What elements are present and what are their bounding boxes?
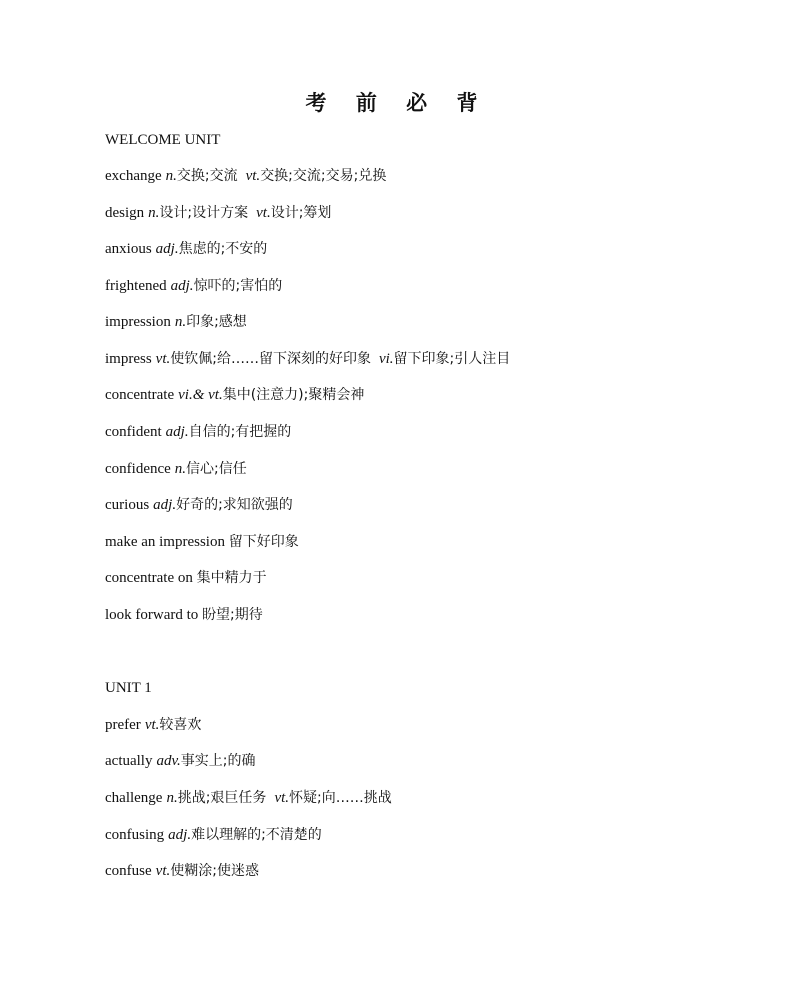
entry-definition: 集中(注意力);聚精会神 xyxy=(222,387,365,403)
vocab-entry-impression xyxy=(105,311,247,333)
entry-definition-2: 设计;筹划 xyxy=(270,205,332,221)
entry-pos-2: vt. xyxy=(256,205,271,221)
entry-definition: 惊吓的;害怕的 xyxy=(193,278,283,294)
vocab-entry-concentrate-on xyxy=(105,567,267,589)
entry-word: frightened xyxy=(105,278,167,294)
section-heading-unit-1: UNIT 1 xyxy=(105,680,152,696)
vocab-entry-challenge xyxy=(105,787,392,809)
vocab-entry-curious xyxy=(105,494,293,516)
vocab-entry-anxious xyxy=(105,238,267,260)
entry-pos: adj. xyxy=(165,424,189,440)
entry-word: prefer xyxy=(105,717,141,733)
entry-pos: adv. xyxy=(156,753,181,769)
entry-definition: 设计;设计方案 xyxy=(159,205,249,221)
entry-pos: adj. xyxy=(155,241,179,257)
entry-pos-2: vi. xyxy=(378,351,394,367)
entry-pos: n. xyxy=(165,168,177,184)
entry-word: actually xyxy=(105,753,153,769)
entry-definition: 挑战;艰巨任务 xyxy=(177,790,267,806)
entry-definition: 较喜欢 xyxy=(159,717,202,733)
entry-definition-2: 怀疑;向……挑战 xyxy=(289,790,392,806)
vocab-entry-confident xyxy=(105,421,291,443)
entry-word: look forward to xyxy=(105,607,199,623)
entry-definition: 集中精力于 xyxy=(196,570,267,586)
entry-pos: vt. xyxy=(144,717,160,733)
vocab-entry-confusing xyxy=(105,824,322,846)
vocab-entry-exchange xyxy=(105,165,386,187)
entry-pos: n. xyxy=(166,790,178,806)
entry-word: make an impression xyxy=(105,534,225,550)
vocab-entry-look-forward-to xyxy=(105,604,263,626)
entry-definition-2: 交换;交流;交易;兑换 xyxy=(260,168,387,184)
entry-definition: 盼望;期待 xyxy=(202,607,263,623)
vocab-entry-confuse xyxy=(105,860,259,882)
entry-word: confuse xyxy=(105,863,152,879)
entry-definition: 留下好印象 xyxy=(228,534,299,550)
entry-pos: adj. xyxy=(170,278,194,294)
vocab-entry-impress xyxy=(105,348,510,370)
entry-definition: 使钦佩;给……留下深刻的好印象 xyxy=(170,351,371,367)
vocab-entry-actually xyxy=(105,750,256,772)
entry-word: confidence xyxy=(105,461,171,477)
entry-pos: vt. xyxy=(155,351,171,367)
vocab-entry-prefer xyxy=(105,714,201,736)
vocab-entry-make-an-impression xyxy=(105,531,299,553)
entry-word: exchange xyxy=(105,168,162,184)
entry-pos-2: vt. xyxy=(274,790,290,806)
entry-word: impression xyxy=(105,314,171,330)
section-heading-welcome-unit: WELCOME UNIT xyxy=(105,132,221,148)
entry-pos-2: vt. xyxy=(245,168,261,184)
entry-pos: adj. xyxy=(153,497,177,513)
entry-definition: 信心;信任 xyxy=(186,461,247,477)
entry-definition: 好奇的;求知欲强的 xyxy=(176,497,293,513)
entry-word: anxious xyxy=(105,241,152,257)
entry-definition: 事实上;的确 xyxy=(180,753,256,769)
entry-definition: 使糊涂;使迷惑 xyxy=(170,863,259,879)
entry-definition: 难以理解的;不清楚的 xyxy=(191,827,322,843)
entry-pos: vt. xyxy=(155,863,171,879)
entry-pos: vi.& vt. xyxy=(178,387,223,403)
entry-word: design xyxy=(105,205,145,221)
entry-pos: n. xyxy=(174,461,187,477)
entry-definition: 交换;交流 xyxy=(176,168,238,184)
entry-definition: 印象;感想 xyxy=(186,314,247,330)
entry-pos: adj. xyxy=(168,827,192,843)
entry-word: concentrate on xyxy=(105,570,193,586)
vocab-entry-frightened xyxy=(105,275,282,297)
vocab-entry-concentrate xyxy=(105,384,364,406)
entry-word: confident xyxy=(105,424,162,440)
entry-pos: n. xyxy=(174,314,187,330)
entry-word: concentrate xyxy=(105,387,175,403)
entry-definition: 焦虑的;不安的 xyxy=(178,241,268,257)
entry-word: curious xyxy=(105,497,150,513)
entry-definition: 自信的;有把握的 xyxy=(188,424,292,440)
page-title: 考 前 必 背 xyxy=(305,90,489,115)
entry-word: confusing xyxy=(105,827,165,843)
entry-definition-2: 留下印象;引人注目 xyxy=(393,351,511,367)
vocab-entry-confidence xyxy=(105,458,247,480)
vocab-entry-design xyxy=(105,202,331,224)
entry-word: impress xyxy=(105,351,152,367)
entry-word: challenge xyxy=(105,790,163,806)
entry-pos: n. xyxy=(148,205,160,221)
